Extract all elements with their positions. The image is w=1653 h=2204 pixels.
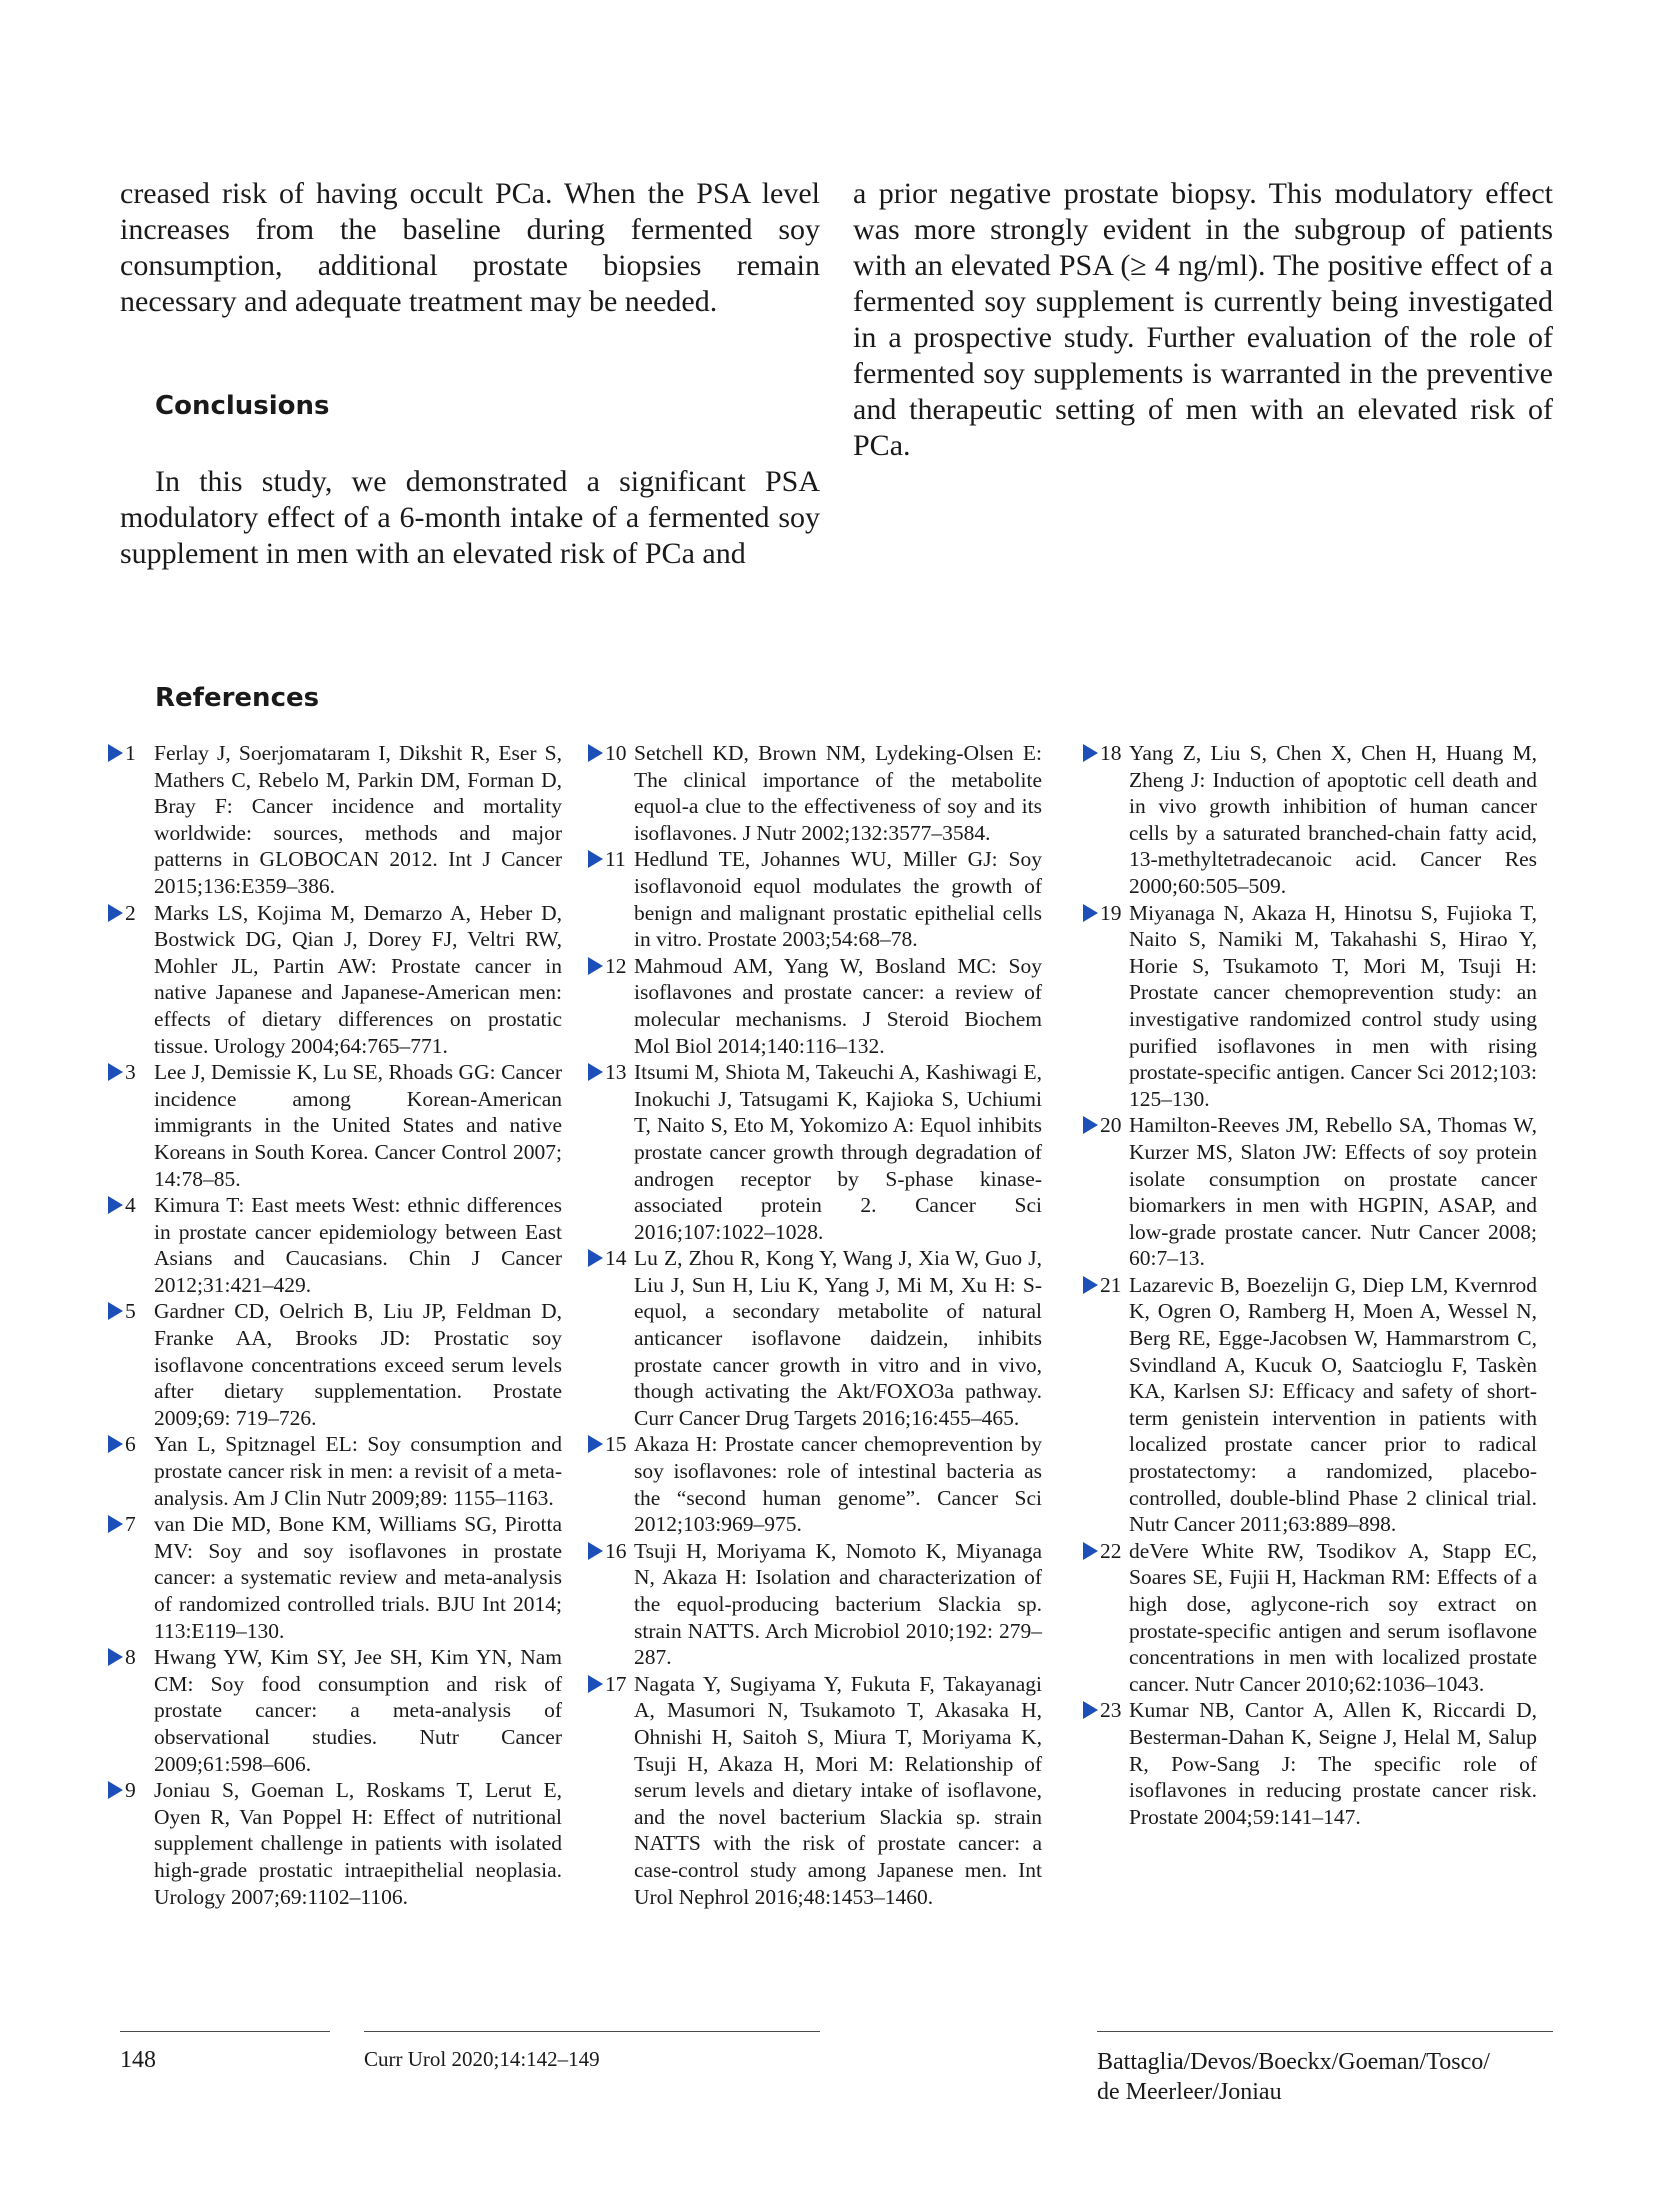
authors-line-1: Battaglia/Devos/Boeckx/Goeman/Tosco/	[1097, 2049, 1490, 2075]
reference-number: 11	[605, 847, 626, 872]
reference-text: Ferlay J, Soerjomataram I, Dikshit R, Eser S, Mathers C, Rebelo M, Parkin DM, Forman D, Bray F: Cancer incidence and mortality worldwide: sources, methods and major patterns in GLOBOCAN 2012. Int J Cancer 2015;136:E359–386.	[154, 741, 562, 898]
reference-text: Akaza H: Prostate cancer chemoprevention by soy isoflavones: role of intestinal bacteria as the “second human genome”. Cancer Sci 2012;103:969–975.	[634, 1432, 1042, 1537]
reference-item	[1083, 1697, 1537, 1830]
reference-number: 17	[605, 1671, 627, 1696]
reference-text: Miyanaga N, Akaza H, Hinotsu S, Fujioka T, Naito S, Namiki M, Takahashi S, Hirao Y, Horie S, Tsukamoto T, Mori M, Tsuji H: Prostate cancer chemoprevention study: an investigative randomized control study using purified isoflavones in men with rising prostate-specific antigen. Cancer Sci 2012;103: 125–130.	[1129, 900, 1537, 1111]
reference-item	[108, 900, 562, 1060]
reference-number: 22	[1100, 1538, 1122, 1563]
reference-number: 13	[605, 1060, 627, 1085]
reference-link-arrow-icon[interactable]	[108, 1515, 123, 1533]
reference-text: Setchell KD, Brown NM, Lydeking-Olsen E: The clinical importance of the metabolite equol-a clue to the effectiveness of soy and its isoflavones. J Nutr 2002;132:3577–3584.	[634, 741, 1042, 845]
reference-text: Mahmoud AM, Yang W, Bosland MC: Soy isoflavones and prostate cancer: a review of molecular mechanisms. J Steroid Biochem Mol Biol 2014;140:116–132.	[634, 953, 1042, 1058]
references-column-1	[108, 740, 562, 1910]
reference-link-arrow-icon[interactable]	[108, 1196, 123, 1214]
reference-item	[588, 740, 1042, 846]
references-heading: References	[155, 683, 320, 713]
reference-link-arrow-icon[interactable]	[108, 1063, 123, 1081]
reference-item	[1083, 900, 1537, 1113]
references-column-3	[1083, 740, 1537, 1830]
reference-item	[108, 1511, 562, 1644]
reference-number: 19	[1100, 900, 1122, 925]
reference-item	[588, 1245, 1042, 1431]
reference-text: van Die MD, Bone KM, Williams SG, Pirotta MV: Soy and soy isoflavones in prostate cancer: a systematic review and meta-analysis of randomized controlled trials. BJU Int 2014; 113:E119–130.	[154, 1512, 562, 1643]
reference-number: 12	[605, 953, 627, 978]
reference-text: Gardner CD, Oelrich B, Liu JP, Feldman D, Franke AA, Brooks JD: Prostatic soy isoflavone concentrations exceed serum levels after dietary supplementation. Prostate 2009;69: 719–726.	[154, 1299, 562, 1430]
reference-number: 6	[125, 1432, 136, 1457]
page-number: 148	[120, 2047, 156, 2073]
reference-item	[588, 953, 1042, 1059]
reference-link-arrow-icon[interactable]	[108, 1648, 123, 1666]
footer-rule-left	[120, 2031, 330, 2032]
reference-number: 9	[125, 1778, 136, 1803]
reference-item	[108, 1431, 562, 1511]
reference-item	[1083, 1538, 1537, 1698]
reference-text: Joniau S, Goeman L, Roskams T, Lerut E, Oyen R, Van Poppel H: Effect of nutritional supplement challenge in patients with isolated high-grade prostatic intraepithelial neoplasia. Urology 2007;69:1102–1106.	[154, 1778, 562, 1909]
reference-item	[108, 1644, 562, 1777]
reference-text: Tsuji H, Moriyama K, Nomoto K, Miyanaga N, Akaza H: Isolation and characterization of the equol-producing bacterium Slackia sp. strain NATTS. Arch Microbiol 2010;192: 279–287.	[634, 1538, 1042, 1670]
conclusions-paragraph: In this study, we demonstrated a significant PSA modulatory effect of a 6-month intake of a fermented soy supplement in men with an elevated risk of PCa and	[120, 465, 820, 570]
reference-number: 18	[1100, 741, 1122, 765]
reference-number: 8	[125, 1645, 136, 1670]
reference-link-arrow-icon[interactable]	[1083, 744, 1098, 762]
reference-item	[108, 1777, 562, 1910]
reference-number: 20	[1100, 1113, 1122, 1138]
reference-text: Yang Z, Liu S, Chen X, Chen H, Huang M, Zheng J: Induction of apoptotic cell death and in vivo growth inhibition of human cancer cells by a saturated branched-chain fatty acid, 13-methyltetradecanoic acid. Cancer Res 2000;60:505–509.	[1129, 741, 1537, 898]
reference-link-arrow-icon[interactable]	[588, 850, 603, 868]
reference-item	[108, 1192, 562, 1298]
reference-item	[108, 1059, 562, 1192]
reference-link-arrow-icon[interactable]	[588, 1675, 603, 1693]
reference-number: 7	[125, 1512, 136, 1537]
reference-link-arrow-icon[interactable]	[108, 1781, 123, 1799]
footer-rule-middle	[364, 2031, 820, 2032]
reference-number: 2	[125, 900, 136, 925]
reference-text: deVere White RW, Tsodikov A, Stapp EC, Soares SE, Fujii H, Hackman RM: Effects of a high dose, aglycone-rich soy extract on prostate-specific antigen and serum isoflavone concentrations in men with localized prostate cancer. Nutr Cancer 2010;62:1036–1043.	[1129, 1538, 1537, 1696]
reference-number: 21	[1100, 1272, 1122, 1297]
reference-link-arrow-icon[interactable]	[588, 1249, 603, 1267]
reference-number: 14	[605, 1246, 627, 1271]
reference-number: 23	[1100, 1698, 1122, 1723]
reference-item	[588, 1431, 1042, 1537]
body-right-column	[853, 176, 1553, 464]
reference-text: Lazarevic B, Boezelijn G, Diep LM, Kvernrod K, Ogren O, Ramberg H, Moen A, Wessel N, Berg RE, Egge-Jacobsen W, Hammarstrom C, Svindland A, Kucuk O, Saatcioglu F, Taskèn KA, Karlsen SJ: Efficacy and safety of short-term genistein intervention in patients with localized prostate cancer prior to radical prostatectomy: a randomized, placebo-controlled, double-blind Phase 2 clinical trial. Nutr Cancer 2011;63:889–898.	[1129, 1272, 1537, 1537]
reference-text: Nagata Y, Sugiyama Y, Fukuta F, Takayanagi A, Masumori N, Tsukamoto T, Akasaka H, Ohnishi H, Saitoh S, Miura T, Moriyama K, Tsuji H, Akaza H, Mori M: Relationship of serum levels and dietary intake of isoflavone, and the novel bacterium Slackia sp. strain NATTS with the risk of prostate cancer: a case-control study among Japanese men. Int Urol Nephrol 2016;48:1453–1460.	[634, 1671, 1042, 1909]
reference-item	[1083, 740, 1537, 900]
reference-link-arrow-icon[interactable]	[588, 1063, 603, 1081]
reference-item	[1083, 1272, 1537, 1538]
reference-link-arrow-icon[interactable]	[1083, 1542, 1098, 1560]
reference-item	[1083, 1112, 1537, 1272]
reference-item	[588, 1538, 1042, 1671]
reference-item	[108, 740, 562, 900]
reference-item	[588, 1059, 1042, 1245]
reference-text: Hedlund TE, Johannes WU, Miller GJ: Soy isoflavonoid equol modulates the growth of benign and malignant prostatic epithelial cells in vitro. Prostate 2003;54:68–78.	[634, 847, 1042, 952]
reference-text: Lu Z, Zhou R, Kong Y, Wang J, Xia W, Guo J, Liu J, Sun H, Liu K, Yang J, Mi M, Xu H: S-equol, a secondary metabolite of natural anticancer isoflavone daidzein, inhibits prostate cancer growth in vitro and in vivo, though activating the Akt/FOXO3a pathway. Curr Cancer Drug Targets 2016;16:455–465.	[634, 1246, 1042, 1430]
reference-link-arrow-icon[interactable]	[108, 744, 123, 762]
reference-link-arrow-icon[interactable]	[588, 744, 603, 762]
reference-text: Hamilton-Reeves JM, Rebello SA, Thomas W, Kurzer MS, Slaton JW: Effects of soy protein isolate consumption on prostate cancer biomarkers in men with HGPIN, ASAP, and low-grade prostate cancer. Nutr Cancer 2008; 60:7–13.	[1129, 1113, 1537, 1271]
reference-text: Marks LS, Kojima M, Demarzo A, Heber D, Bostwick DG, Qian J, Dorey FJ, Veltri RW, Mohler JL, Partin AW: Prostate cancer in native Japanese and Japanese-American men: effects of dietary differences on prostatic tissue. Urology 2004;64:765–771.	[154, 900, 562, 1058]
body-paragraph-left: creased risk of having occult PCa. When the PSA level increases from the baseline during fermented soy consumption, additional prostate biopsies remain necessary and adequate treatment may be needed.	[120, 177, 820, 318]
journal-citation: Curr Urol 2020;14:142–149	[364, 2047, 600, 2071]
reference-text: Kumar NB, Cantor A, Allen K, Riccardi D, Besterman-Dahan K, Seigne J, Helal M, Salup R, Pow-Sang J: The specific role of isoflavones in reducing prostate cancer risk. Prostate 2004;59:141–147.	[1129, 1698, 1537, 1829]
reference-link-arrow-icon[interactable]	[1083, 1701, 1098, 1719]
reference-link-arrow-icon[interactable]	[108, 1302, 123, 1320]
reference-link-arrow-icon[interactable]	[588, 1542, 603, 1560]
reference-number: 1	[125, 741, 136, 765]
reference-link-arrow-icon[interactable]	[1083, 1276, 1098, 1294]
reference-link-arrow-icon[interactable]	[1083, 904, 1098, 922]
body-left-column	[120, 176, 820, 320]
reference-text: Itsumi M, Shiota M, Takeuchi A, Kashiwagi E, Inokuchi J, Tatsugami K, Kajioka S, Uchiumi T, Naito S, Eto M, Yokomizo A: Equol inhibits prostate cancer growth through degradation of androgen receptor by S-phase kinase-associated protein 2. Cancer Sci 2016;107:1022–1028.	[634, 1060, 1042, 1244]
references-column-2	[588, 740, 1042, 1910]
reference-number: 10	[605, 741, 627, 765]
reference-link-arrow-icon[interactable]	[588, 1435, 603, 1453]
reference-item	[108, 1298, 562, 1431]
reference-number: 16	[605, 1538, 627, 1563]
reference-link-arrow-icon[interactable]	[108, 904, 123, 922]
reference-number: 4	[125, 1193, 136, 1218]
reference-text: Yan L, Spitznagel EL: Soy consumption and prostate cancer risk in men: a revisit of a meta-analysis. Am J Clin Nutr 2009;89: 1155–1163.	[154, 1432, 562, 1510]
reference-text: Kimura T: East meets West: ethnic differences in prostate cancer epidemiology between East Asians and Caucasians. Chin J Cancer 2012;31:421–429.	[154, 1193, 562, 1297]
conclusions-heading: Conclusions	[155, 391, 330, 421]
reference-text: Hwang YW, Kim SY, Jee SH, Kim YN, Nam CM: Soy food consumption and risk of prostate cancer: a meta-analysis of observational studies. Nutr Cancer 2009;61:598–606.	[154, 1645, 562, 1776]
reference-number: 5	[125, 1299, 136, 1324]
reference-number: 15	[605, 1432, 627, 1457]
reference-item	[588, 846, 1042, 952]
reference-link-arrow-icon[interactable]	[108, 1435, 123, 1453]
authors-line-2: de Meerleer/Joniau	[1097, 2079, 1282, 2105]
reference-text: Lee J, Demissie K, Lu SE, Rhoads GG: Cancer incidence among Korean-American immigrants in the United States and native Koreans in South Korea. Cancer Control 2007; 14:78–85.	[154, 1060, 562, 1191]
reference-link-arrow-icon[interactable]	[588, 957, 603, 975]
footer-rule-right	[1097, 2031, 1553, 2032]
body-paragraph-right: a prior negative prostate biopsy. This modulatory effect was more strongly evident in the subgroup of patients with an elevated PSA (≥ 4 ng/ml). The positive effect of a fermented soy supplement is currently being investigated in a prospective study. Further evaluation of the role of fermented soy supplements is warranted in the preventive and therapeutic setting of men with an elevated risk of PCa.	[853, 177, 1553, 462]
reference-link-arrow-icon[interactable]	[1083, 1116, 1098, 1134]
reference-item	[588, 1671, 1042, 1910]
authors-footer	[1097, 2047, 1553, 2107]
reference-number: 3	[125, 1060, 136, 1085]
